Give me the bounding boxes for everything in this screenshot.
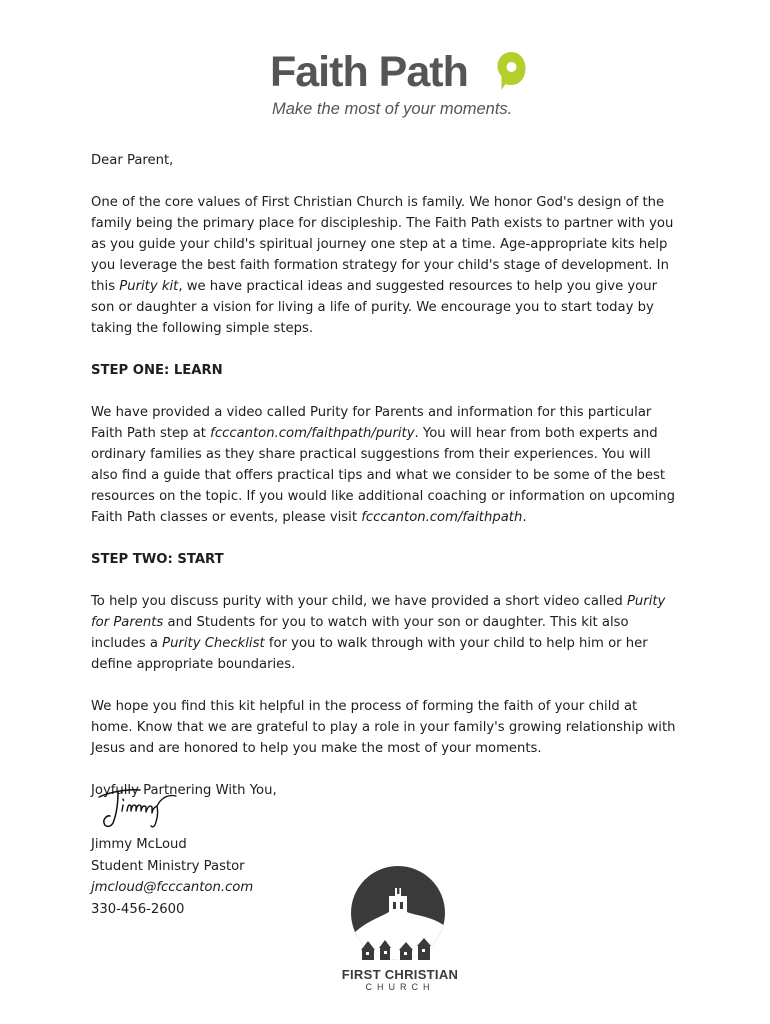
step-two-paragraph: To help you discuss purity with your child, we have provided a short video called Purity for Parents and Students for you to watch with your son or daughter. This kit also includes a Purity Checklist for you to walk through with your child to help him or her define appropriate boundaries. (91, 594, 666, 672)
brand-name: Faith Path (270, 48, 468, 96)
salutation: Dear Parent, (91, 153, 174, 168)
checklist-title: Purity Checklist (162, 636, 265, 651)
faithpath-link[interactable]: fcccanton.com/faithpath (361, 510, 523, 525)
kit-name: Purity kit (119, 279, 179, 294)
faith-path-logo (270, 48, 540, 123)
step-one-paragraph: We have provided a video called Purity for Parents and information for this particular Faith Path step at fcccanton.com/faithpath/purity. You will hear from both experts and ordinary families as they share practical suggestions from their experiences. You will also find a guide that offers practical tips and what we consider to be some of the best resources on the topic. If you would like additional coaching or information on upcoming Faith Path classes or events, please visit fcccanton.com/faithpath. (91, 405, 676, 525)
first-christian-church-logo (330, 864, 470, 994)
closing-paragraph: We hope you find this kit helpful in the process of forming the faith of your child at home. Know that we are grateful to play a role in your family's growing relationship with Jesus and are honored to help you make the most of your moments. (91, 699, 676, 756)
contact-name: Jimmy McLoud (91, 837, 187, 852)
contact-block (91, 834, 253, 920)
contact-phone: 330-456-2600 (91, 901, 185, 917)
church-name: FIRST CHRISTIAN (341, 967, 459, 982)
step-two-heading: STEP TWO: START (91, 552, 224, 567)
letter-body (91, 150, 681, 801)
contact-title: Student Ministry Pastor (91, 858, 245, 874)
intro-paragraph: One of the core values of First Christian Church is family. We honor God's design of the family being the primary place for discipleship. The Faith Path exists to partner with you as you guide your child's spiritual journey one step at a time. Age-appropriate kits help you leverage the best faith formation strategy for your child's stage of development. In this Purity kit, we have practical ideas and suggested resources to help you give your son or daughter a vision for living a life of purity. We encourage you to start today by taking the following simple steps. (91, 195, 674, 336)
tagline: Make the most of your moments. (272, 100, 513, 118)
church-emblem-icon (351, 866, 445, 960)
step-one-heading: STEP ONE: LEARN (91, 363, 223, 378)
contact-email[interactable]: jmcloud@fcccanton.com (91, 880, 254, 895)
handwritten-signature (96, 780, 182, 832)
sign-off: Joyfully Partnering With You, (91, 783, 277, 798)
church-subtitle: CHURCH (365, 982, 435, 992)
purity-link[interactable]: fcccanton.com/faithpath/purity (210, 426, 415, 441)
map-pin-icon (496, 51, 527, 91)
video-title: Purity for Parents (91, 594, 666, 630)
